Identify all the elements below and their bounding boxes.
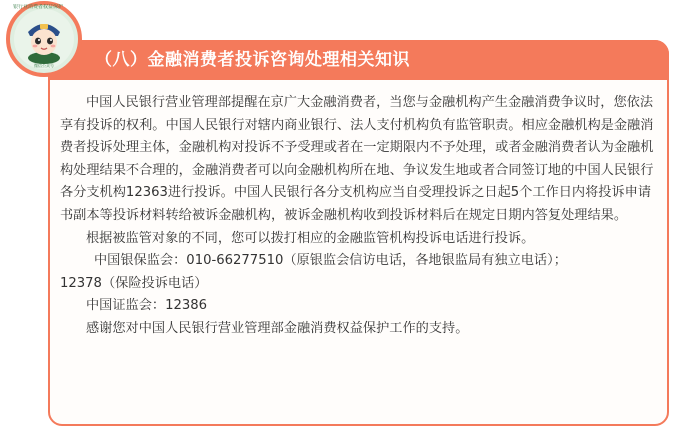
paragraph-insurance-phone: 12378（保险投诉电话） — [60, 275, 208, 291]
article-body — [60, 92, 662, 341]
paragraph-hotline-intro: 根据被监管对象的不同，您可以拨打相应的金融监管机构投诉电话进行投诉。 — [86, 230, 535, 246]
paragraph-cbirc-phone: 中国银保监会：010-66277510（原银监会信访电话，各地银监局有独立电话）； — [94, 253, 567, 269]
mascot-icon — [18, 12, 70, 64]
badge-caption: 微信公众号 — [34, 63, 54, 68]
paragraph-csrc-phone: 中国证监会：12386 — [86, 298, 208, 314]
section-title: （八）金融消费者投诉咨询处理相关知识 — [95, 50, 410, 70]
paragraph-complaint-rights: 中国人民银行营业管理部提醒在京广大金融消费者，当您与金融机构产生金融消费争议时，您依法享有投诉的权利。中国人民银行对辖内商业银行、法人支付机构负有监管职责。相应金融机构是金融消费者投诉处理主体，金融机构对投诉不予受理或者在一定期限内不予处理，或者金融消费者认为金融机构处理结果不合理的，金融消费者可以向金融机构所在地、争议发生地或者合同签订地的中国人民银行各分支机构12363进行投诉。中国人民银行各分支机构应当自受理投诉之日起5个工作日内将投诉申请书副本等投诉材料转给被诉金融机构，被诉金融机构收到投诉材料后在规定日期内答复处理结果。 — [60, 95, 654, 223]
badge-arc-text: 银行业消费者权益保护 — [12, 4, 63, 10]
paragraph-thanks: 感谢您对中国人民银行营业管理部金融消费权益保护工作的支持。 — [86, 320, 469, 336]
